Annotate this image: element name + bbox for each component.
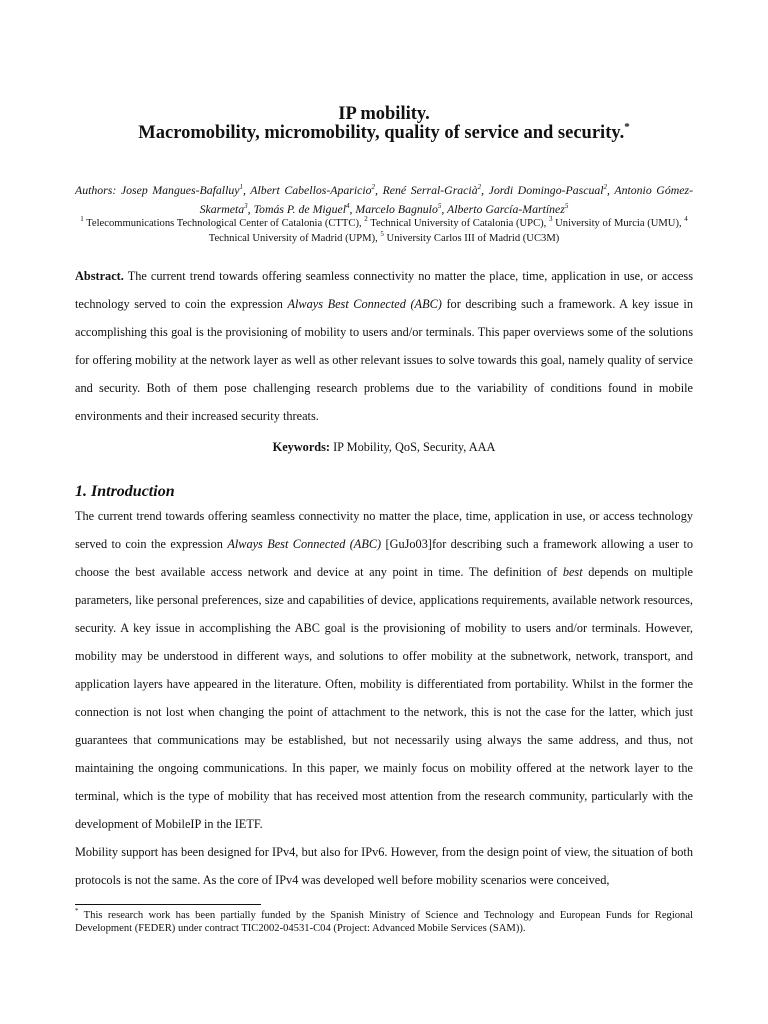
footnote-text: This research work has been partially funded by the Spanish Ministry of Science and Technology and European Funds for Regional Development (FEDER) under contract TIC2002-04531-C04 (Project: Advanced Mobile Services (SAM)). xyxy=(75,910,693,934)
affil-3: University of Murcia (UMU), xyxy=(552,218,685,229)
section-heading: 1. Introduction xyxy=(75,483,175,500)
title-text-2: Macromobility, micromobility, quality of service and security. xyxy=(138,123,625,143)
author-2-affil: 2 xyxy=(371,183,376,191)
keywords-label: Keywords: xyxy=(272,440,331,454)
intro-paragraph-1 xyxy=(75,502,693,838)
author-8-affil: 5 xyxy=(564,202,569,210)
affiliations xyxy=(75,217,693,246)
intro-p1-text-a: The current trend towards offering seamless connectivity no matter the place, time, application in use, or access technology served to coin the expression xyxy=(75,509,693,551)
affil-4-mark: 4 xyxy=(684,215,688,223)
author-list xyxy=(75,181,693,219)
intro-p1-emphasis: Always Best Connected (ABC) xyxy=(227,537,382,551)
affil-2-mark: 2 xyxy=(364,215,368,223)
author-1-affil: 1 xyxy=(239,183,243,191)
intro-p1-text-b: [GuJo03]for describing such a framework allowing a user to choose the best available access network and device at any point in time. The definition of xyxy=(75,537,693,579)
author-2: , Albert Cabellos-Aparicio xyxy=(242,183,372,197)
author-6: , Tomás P. de Miguel xyxy=(247,202,346,216)
author-5: , Antonio Gómez-Skarmeta xyxy=(199,183,693,216)
affil-5: University Carlos III of Madrid (UC3M) xyxy=(383,232,560,244)
keywords xyxy=(75,437,693,457)
author-7-affil: 5 xyxy=(437,202,442,210)
intro-paragraph-2: Mobility support has been designed for IPv4, but also for IPv6. However, from the design point of view, the situation of both protocols is not the same. As the core of IPv4 was developed well before mobility scenarios were conceived, xyxy=(75,845,693,887)
affil-5-mark: 5 xyxy=(380,229,384,238)
author-3-affil: 2 xyxy=(477,183,482,191)
affil-2: Technical University of Catalonia (UPC), xyxy=(367,218,549,229)
author-6-affil: 4 xyxy=(346,202,350,210)
footnote-separator xyxy=(75,904,261,905)
abstract xyxy=(75,262,693,430)
footnote xyxy=(75,909,693,935)
affil-1-mark: 1 xyxy=(80,215,84,223)
intro-p1-text-c: depends on multiple parameters, like personal preferences, size and capabilities of device, applications requirements, available network resources, security. A key issue in accomplishing the ABC goal is the provisioning of mobility to users and/or terminals. However, mobility may be understood in different ways, and solutions to offer mobility at the subnetwork, network, transport, and application layers have appeared in the literature. Often, mobility is differentiated from portability. Whilst in the former the connection is not lost when changing the point of attachment to the network, this is not the case for the latter, which just guarantees that communications may be established, but not necessarily using always the same address, and thus, not maintaining the ongoing communications. In this paper, we mainly focus on mobility offered at the network layer to the terminal, which is the type of mobility that has received most attention from the research community, particularly with the development of MobileIP in the IETF. xyxy=(75,565,693,831)
author-7: , Marcelo Bagnulo xyxy=(349,202,438,216)
author-8: , Alberto García-Martínez xyxy=(441,202,565,216)
author-3: , René Serral-Gracià xyxy=(375,183,478,197)
paper-title-line2 xyxy=(75,122,693,144)
abstract-text-1: The current trend towards offering seamless connectivity no matter the place, time, application in use, or access technology served to coin the expression xyxy=(75,269,693,311)
author-1: Authors: Josep Mangues-Bafalluy xyxy=(75,183,240,197)
title-footnote-mark: * xyxy=(624,121,630,133)
abstract-text-2: for describing such a framework. A key issue in accomplishing this goal is the provisioning of mobility to users and/or terminals. This paper overviews some of the solutions for offering mobility at the network layer as well as other relevant issues to solve towards this goal, namely quality of service and security. Both of them pose challenging research problems due to the variability of conditions found in mobile environments and their increased security threats. xyxy=(75,297,694,423)
keywords-text: IP Mobility, QoS, Security, AAA xyxy=(330,440,496,454)
author-4: , Jordi Domingo-Pascual xyxy=(481,183,604,197)
author-4-affil: 2 xyxy=(603,183,608,191)
author-5-affil: 3 xyxy=(244,202,248,210)
affil-1: Telecommunications Technological Center of Catalonia (CTTC), xyxy=(83,218,365,229)
intro-p1-emphasis-best: best xyxy=(562,565,583,579)
footnote-mark: * xyxy=(75,907,79,915)
title-text-1: IP mobility. xyxy=(338,104,430,124)
abstract-label: Abstract. xyxy=(75,269,124,283)
affil-4: Technical University of Madrid (UPM), xyxy=(208,232,381,244)
abstract-emphasis: Always Best Connected (ABC) xyxy=(287,297,442,311)
affil-3-mark: 3 xyxy=(548,215,553,223)
